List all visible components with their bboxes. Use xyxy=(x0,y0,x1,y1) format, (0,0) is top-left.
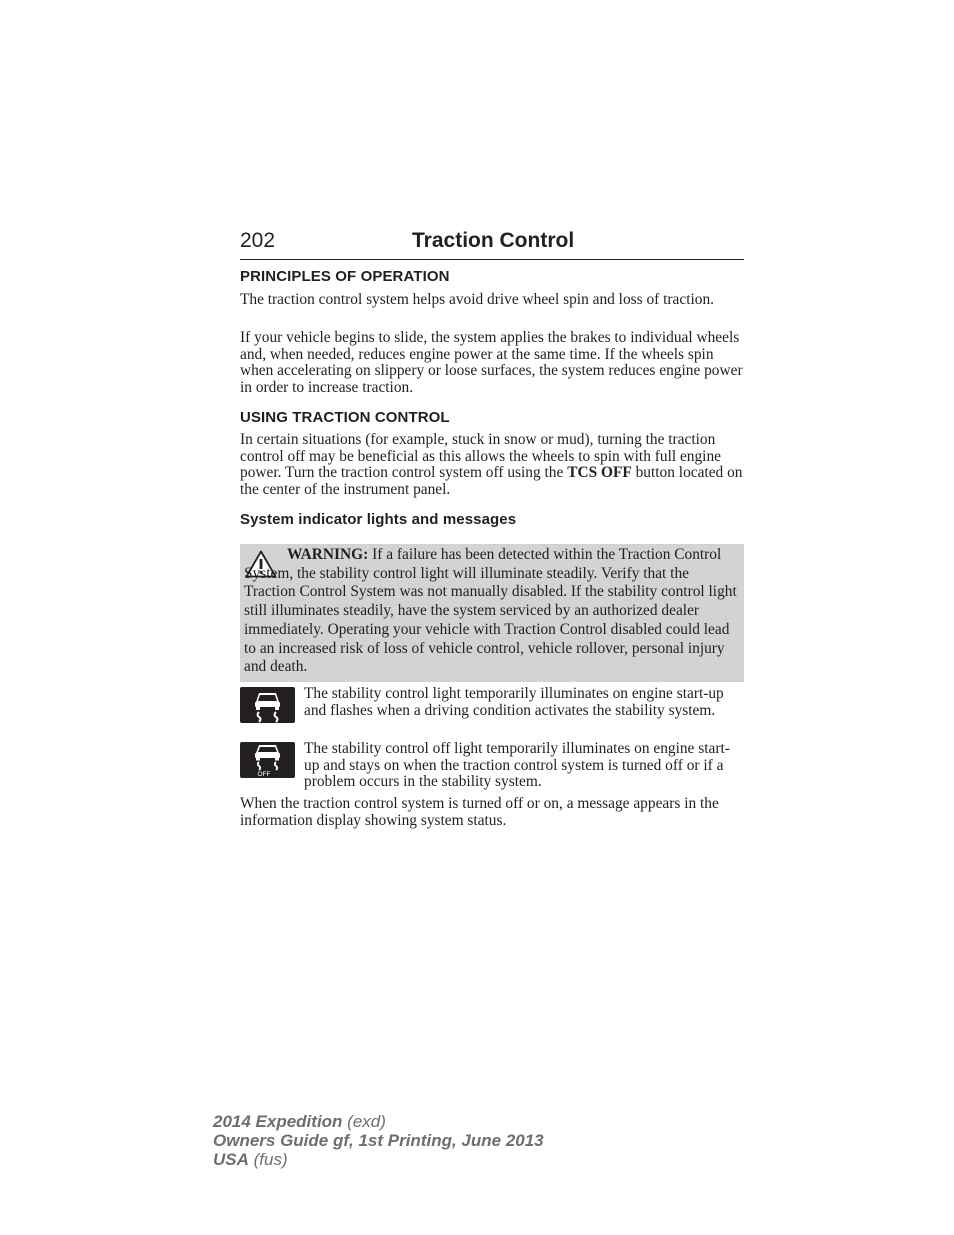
stability-control-off-light-text: The stability control off light temporarily illuminates on engine start-up and stays on when the traction control system is turned off or if a problem occurs in the stability system. xyxy=(304,740,730,791)
paragraph-principles-1: The traction control system helps avoid drive wheel spin and loss of traction. xyxy=(240,291,715,308)
footer-model: 2014 Expedition xyxy=(213,1112,343,1131)
footer-line-3 xyxy=(213,1150,544,1169)
page-header xyxy=(240,229,744,260)
stability-control-off-icon xyxy=(240,742,295,778)
warning-body: If a failure has been detected within the Traction Control System, the stability control light will illuminate steadily. Verify that the Traction Control System was not manually disabled. If the stability control light still illuminates steadily, have the system serviced by an authorized dealer immediately. Operating your vehicle with Traction Control disabled could lead to an increased risk of loss of vehicle control, vehicle rollover, personal injury and death. xyxy=(244,546,737,676)
page-number: 202 xyxy=(240,229,276,252)
paragraph-closing: When the traction control system is turned off or on, a message appears in the information display showing system status. xyxy=(240,795,719,829)
footer xyxy=(213,1112,544,1169)
tcs-off-label: TCS OFF xyxy=(567,464,632,482)
stability-control-light-text: The stability control light temporarily illuminates on engine start-up and flashes when a driving condition activates the stability system. xyxy=(304,685,724,719)
paragraph-text: button located on the center of the instrument panel. xyxy=(240,464,743,498)
paragraph-using-traction-control xyxy=(240,432,746,498)
footer-model-code: (exd) xyxy=(347,1112,386,1131)
stability-control-icon xyxy=(240,687,295,723)
footer-market-code: (fus) xyxy=(253,1150,288,1169)
warning-label: WARNING: xyxy=(287,546,369,563)
footer-market: USA xyxy=(213,1150,249,1169)
heading-principles: PRINCIPLES OF OPERATION xyxy=(240,268,450,285)
footer-line-1 xyxy=(213,1112,544,1131)
warning-box xyxy=(240,544,744,682)
paragraph-text: In certain situations (for example, stuck in snow or mud), turning the traction control off may be beneficial as this allows the wheels to spin with full engine power. Turn the traction control system off using the xyxy=(240,431,721,482)
heading-indicator-lights: System indicator lights and messages xyxy=(240,511,517,528)
warning-text xyxy=(244,546,740,677)
footer-line-2: Owners Guide gf, 1st Printing, June 2013 xyxy=(213,1131,544,1150)
heading-using-traction-control: USING TRACTION CONTROL xyxy=(240,409,450,426)
stability-off-icon-label: OFF xyxy=(257,771,271,778)
paragraph-principles-2: If your vehicle begins to slide, the system applies the brakes to individual wheels and, when needed, reduces engine power at the same time. If the wheels spin when accelerating on slippery or loose surfaces, the system reduces engine power in order to increase traction. xyxy=(240,329,743,396)
page-title: Traction Control xyxy=(412,229,575,252)
